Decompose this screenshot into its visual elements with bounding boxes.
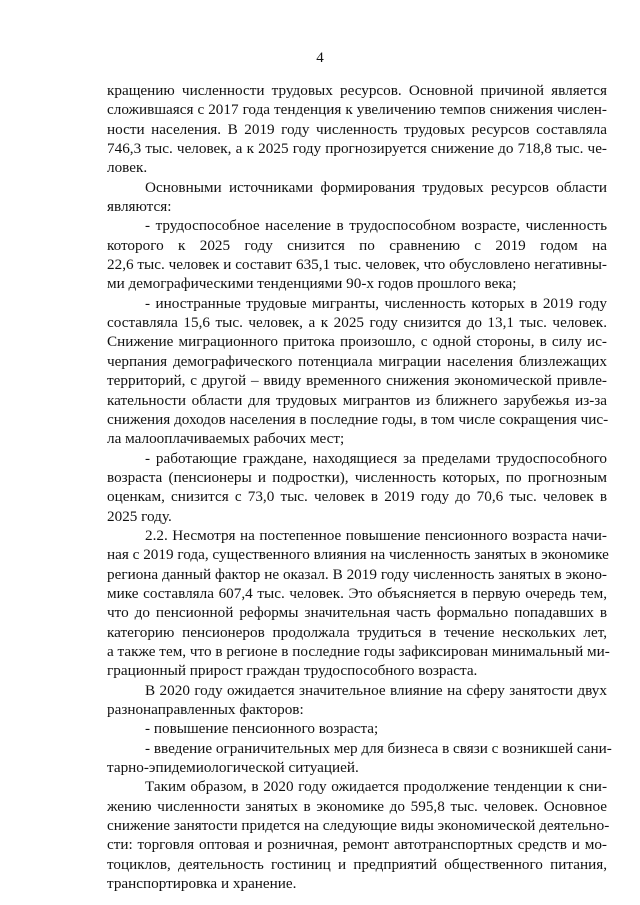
text-line: Снижение миграционного притока произошло, с одной стороны, в силу ис-	[107, 333, 607, 351]
text-line: мике составляла 607,4 тыс. человек. Это объясняется в первую очередь тем,	[107, 584, 607, 602]
text-line: ми демографическими тенденциями 90-х годов прошлого века;	[107, 275, 517, 293]
text-line: - иностранные трудовые мигранты, численность которых в 2019 году	[145, 294, 607, 312]
text-line: тарно-эпидемиологической ситуацией.	[107, 759, 359, 777]
text-line: 746,3 тыс. человек, а к 2025 году прогнозируется снижение до 718,8 тыс. че-	[107, 140, 607, 158]
text-line: ная с 2019 года, существенного влияния на численность занятых в экономике	[107, 546, 609, 564]
body-text	[107, 81, 612, 893]
text-line: оценкам, снизится с 73,0 тыс. человек в 2019 году до 70,6 тыс. человек в	[107, 488, 607, 506]
text-line: В 2020 году ожидается значительное влияние на сферу занятости двух	[145, 681, 607, 699]
text-line: сложившаяся с 2017 года тенденция к увеличению темпов снижения числен-	[107, 101, 607, 119]
text-line: жению численности занятых в экономике до 595,8 тыс. человек. Основное	[107, 797, 607, 815]
text-line: территорий, с другой – ввиду временного снижения экономической привле-	[107, 372, 607, 390]
text-line: снижение занятости придется на следующие виды экономической деятельно-	[107, 817, 610, 835]
text-line: черпания демографического потенциала миграции населения близлежащих	[107, 352, 607, 370]
text-line: разнонаправленных факторов:	[107, 701, 304, 718]
text-line: Таким образом, в 2020 году ожидается продолжение тенденции к сни-	[145, 778, 607, 796]
text-line: а также тем, что в регионе в последние годы зафиксирован минимальный ми-	[107, 642, 610, 660]
text-line: являются:	[107, 198, 172, 216]
text-line: снижения доходов населения в последние годы, в том числе сокращения чис-	[107, 410, 609, 428]
text-line: кательности области для трудовых мигрантов из ближнего зарубежья из-за	[107, 391, 607, 409]
text-line: грационный прирост граждан трудоспособного возраста.	[107, 662, 478, 680]
text-line: ла малооплачиваемых рабочих мест;	[107, 430, 345, 448]
text-line: сти: торговля оптовая и розничная, ремонт автотранспортных средств и мо-	[107, 836, 607, 854]
text-line: - трудоспособное население в трудоспособном возрасте, численность	[145, 217, 607, 235]
text-line: тоциклов, деятельность гостиниц и предприятий общественного питания,	[107, 855, 607, 873]
text-line: - повышение пенсионного возраста;	[145, 720, 379, 738]
text-line: 2025 году.	[107, 507, 172, 525]
text-line: - работающие граждане, находящиеся за пределами трудоспособного	[145, 449, 607, 467]
text-line: составляла 15,6 тыс. человек, а к 2025 году снизится до 13,1 тыс. человек.	[107, 314, 607, 332]
text-line: Основными источниками формирования трудовых ресурсов области	[145, 178, 607, 196]
text-line: транспортировка и хранение.	[107, 875, 297, 893]
text-line: кращению численности трудовых ресурсов. Основной причиной является	[107, 82, 607, 99]
text-line: региона данный фактор не оказал. В 2019 году численность занятых в эконо-	[107, 565, 607, 583]
text-line: возраста (пенсионеры и подростки), численность которых, по прогнозным	[107, 468, 607, 486]
text-line: что до пенсионной реформы значительная часть формально попадавших в	[107, 604, 607, 622]
page-number: 4	[316, 50, 324, 66]
text-line: категорию пенсионеров продолжала трудиться в течение нескольких лет,	[107, 623, 607, 641]
text-line: 22,6 тыс. человек и составит 635,1 тыс. человек, что обусловлено негативны-	[107, 256, 607, 274]
text-line: ловек.	[107, 159, 148, 177]
text-line: которого к 2025 году снизится по сравнению с 2019 годом на	[107, 236, 607, 254]
text-line: - введение ограничительных мер для бизнеса в связи с возникшей сани-	[145, 739, 612, 757]
text-line: ности населения. В 2019 году численность трудовых ресурсов составляла	[107, 120, 607, 138]
text-line: 2.2. Несмотря на постепенное повышение пенсионного возраста начи-	[145, 526, 607, 544]
